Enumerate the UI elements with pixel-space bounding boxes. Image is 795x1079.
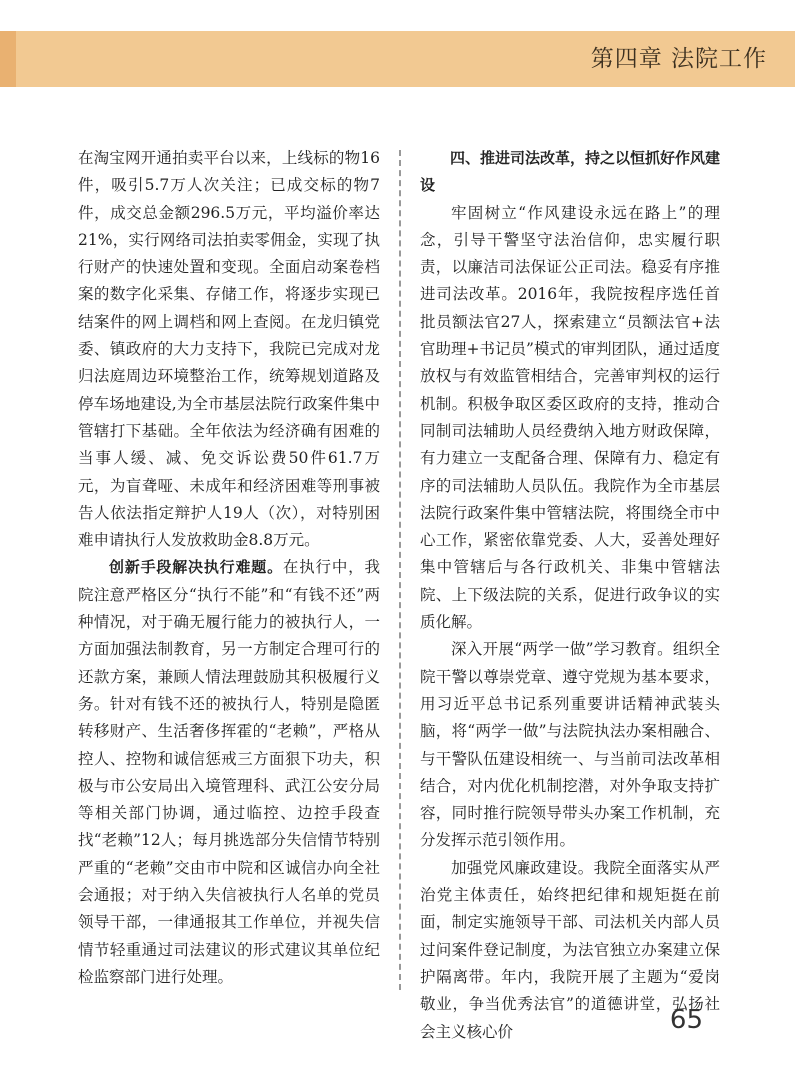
left-column xyxy=(78,145,380,991)
section-heading: 四、推进司法改革，持之以恒抓好作风建设 xyxy=(420,149,721,195)
chapter-title: 第四章 法院工作 xyxy=(590,46,767,72)
paragraph-lead-execution: 创新手段解决执行难题。 xyxy=(109,558,283,577)
column-divider xyxy=(399,150,401,990)
page-number: 65 xyxy=(669,1005,703,1035)
header-accent-strip xyxy=(0,31,16,87)
right-paragraph-2: 深入开展“两学一做”学习教育。组织全院干警以尊崇党章、遵守党规为基本要求，用习近平总书记系列重要讲话精神武装头脑，将“两学一做”与法院执法办案相融合、与干警队伍建设相统一、与当前司法改革相结合，对内优化机制挖潜，对外争取支持扩容，同时推行院领导带头办案工作机制，充分发挥示范引领作用。 xyxy=(420,640,720,850)
right-column xyxy=(420,145,720,1046)
right-paragraph-3: 加强党风廉政建设。我院全面落实从严治党主体责任，始终把纪律和规矩挺在前面，制定实施领导干部、司法机关内部人员过问案件登记制度，为法官独立办案建立保护隔离带。年内，我院开展了主题为“爱岗敬业，争当优秀法官”的道德讲堂，弘扬社会主义核心价 xyxy=(420,858,720,1041)
paragraph-body-execution: 在执行中，我院注意严格区分“执行不能”和“有钱不还”两种情况，对于确无履行能力的被执行人，一方面加强法制教育，另一方制定合理可行的还款方案，兼顾人情法理鼓励其积极履行义务。针对有钱不还的被执行人，特别是隐匿转移财产、生活奢侈挥霍的“老赖”，严格从控人、控物和诚信惩戒三方面狠下功夫，积极与市公安局出入境管理科、武江公安分局等相关部门协调，通过临控、边控手段查找“老赖”12人；每月挑选部分失信情节特别严重的“老赖”交由市中院和区诚信办向全社会通报；对于纳入失信被执行人名单的党员领导干部，一律通报其工作单位，并视失信情节轻重通过司法建议的形式建议其单位纪检监察部门进行处理。 xyxy=(78,558,380,986)
left-paragraph-2 xyxy=(78,554,380,991)
right-paragraph-1: 牢固树立“作风建设永远在路上”的理念，引导干警坚守法治信仰，忠实履行职责，以廉洁司法保证公正司法。稳妥有序推进司法改革。2016年，我院按程序选任首批员额法官27人，探索建立“员额法官+法官助理+书记员”模式的审判团队，通过适度放权与有效监管相结合，完善审判权的运行机制。积极争取区委区政府的支持，推动合同制司法辅助人员经费纳入地方财政保障，有力建立一支配备合理、保障有力、稳定有序的司法辅助人员队伍。我院作为全市基层法院行政案件集中管辖法院，将围绕全市中心工作，紧密依靠党委、人大，妥善处理好集中管辖后与各行政机关、非集中管辖法院、上下级法院的关系，促进行政争议的实质化解。 xyxy=(420,203,720,632)
left-paragraph-1: 在淘宝网开通拍卖平台以来，上线标的物16件，吸引5.7万人次关注；已成交标的物7件，成交总金额296.5万元，平均溢价率达21%，实行网络司法拍卖零佣金，实现了执行财产的快速处置和变现。全面启动案卷档案的数字化采集、存储工作，将逐步实现已结案件的网上调档和网上查阅。在龙归镇党委、镇政府的大力支持下，我院已完成对龙归法庭周边环境整治工作，统筹规划道路及停车场地建设,为全市基层法院行政案件集中管辖打下基础。全年依法为经济确有困难的当事人缓、减、免交诉讼费50件61.7万元，为盲聋哑、未成年和经济困难等刑事被告人依法指定辩护人19人（次），对特别困难申请执行人发放救助金8.8万元。 xyxy=(78,149,380,550)
chapter-header-bar xyxy=(0,31,795,87)
